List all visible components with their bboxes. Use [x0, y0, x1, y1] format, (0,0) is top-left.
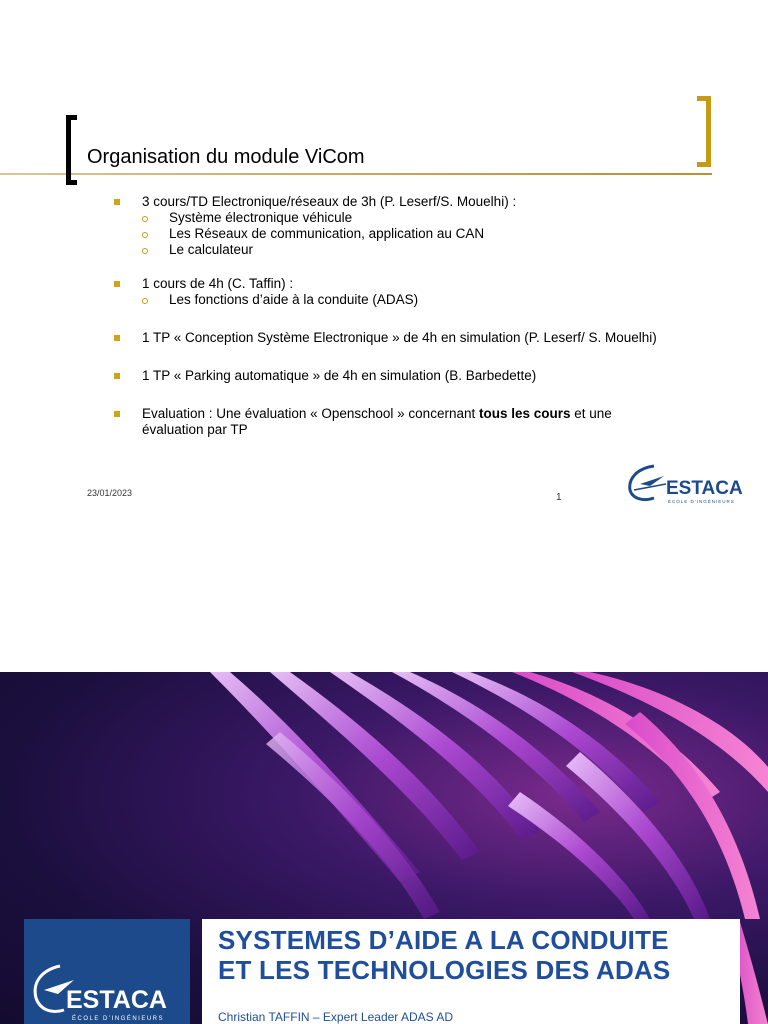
bullet-tp-conception	[114, 330, 674, 346]
bullet-cours-taffin	[114, 276, 674, 308]
square-bullet-icon	[114, 411, 120, 417]
bullet-text: 1 TP « Parking automatique » de 4h en simulation (B. Barbedette)	[142, 368, 537, 383]
page-number: 1	[556, 492, 562, 503]
logo-wordmark: ESTACA	[66, 986, 167, 1014]
logo-wordmark: ESTACA	[666, 478, 743, 499]
circle-bullet-icon	[142, 216, 148, 222]
presentation-title	[218, 925, 738, 985]
bullet-text: 1 cours de 4h (C. Taffin) :	[142, 276, 294, 291]
author-line: Christian TAFFIN – Expert Leader ADAS AD	[218, 1010, 453, 1024]
slide-title: Organisation du module ViCom	[87, 146, 365, 168]
bullet-evaluation	[114, 406, 674, 438]
square-bullet-icon	[114, 281, 120, 287]
circle-bullet-icon	[142, 298, 148, 304]
logo-tagline: ÉCOLE D’INGÉNIEURS	[668, 499, 735, 504]
bullet-text: 1 TP « Conception Système Electronique » de 4h en simulation (P. Leserf/ S. Mouelhi)	[142, 330, 657, 345]
bullet-tp-parking	[114, 368, 674, 384]
bullet-list	[114, 194, 674, 438]
sub-item: Les fonctions d’aide à la conduite (ADAS)	[169, 292, 419, 307]
bullet-text-bold: tous les cours	[478, 406, 571, 421]
estaca-logo	[624, 462, 760, 508]
title-line-1: SYSTEMES D’AIDE A LA CONDUITE	[218, 925, 669, 955]
title-underline	[0, 173, 712, 175]
square-bullet-icon	[114, 373, 120, 379]
square-bullet-icon	[114, 199, 120, 205]
slide-title-adas	[0, 672, 768, 1024]
bullet-text: 3 cours/TD Electronique/réseaux de 3h (P. Leserf/S. Mouelhi) :	[142, 194, 517, 209]
slide-date: 23/01/2023	[87, 488, 133, 498]
title-line-2: ET LES TECHNOLOGIES DES ADAS	[218, 955, 671, 985]
bullet-text-start: Evaluation : Une évaluation « Openschool » concernant	[142, 406, 479, 421]
sub-item: Les Réseaux de communication, application au CAN	[169, 226, 485, 241]
right-bracket-decoration	[697, 96, 711, 167]
bullet-cours-td	[114, 194, 674, 258]
circle-bullet-icon	[142, 232, 148, 238]
logo-tagline: ÉCOLE D’INGÉNIEURS	[72, 1016, 165, 1022]
square-bullet-icon	[114, 335, 120, 341]
sub-item: Système électronique véhicule	[169, 210, 353, 225]
sub-item: Le calculateur	[169, 242, 254, 257]
left-bracket-decoration	[66, 115, 77, 185]
circle-bullet-icon	[142, 248, 148, 254]
estaca-logo-white	[30, 964, 186, 1022]
bullet-text-end: et une évaluation par TP	[142, 406, 612, 437]
